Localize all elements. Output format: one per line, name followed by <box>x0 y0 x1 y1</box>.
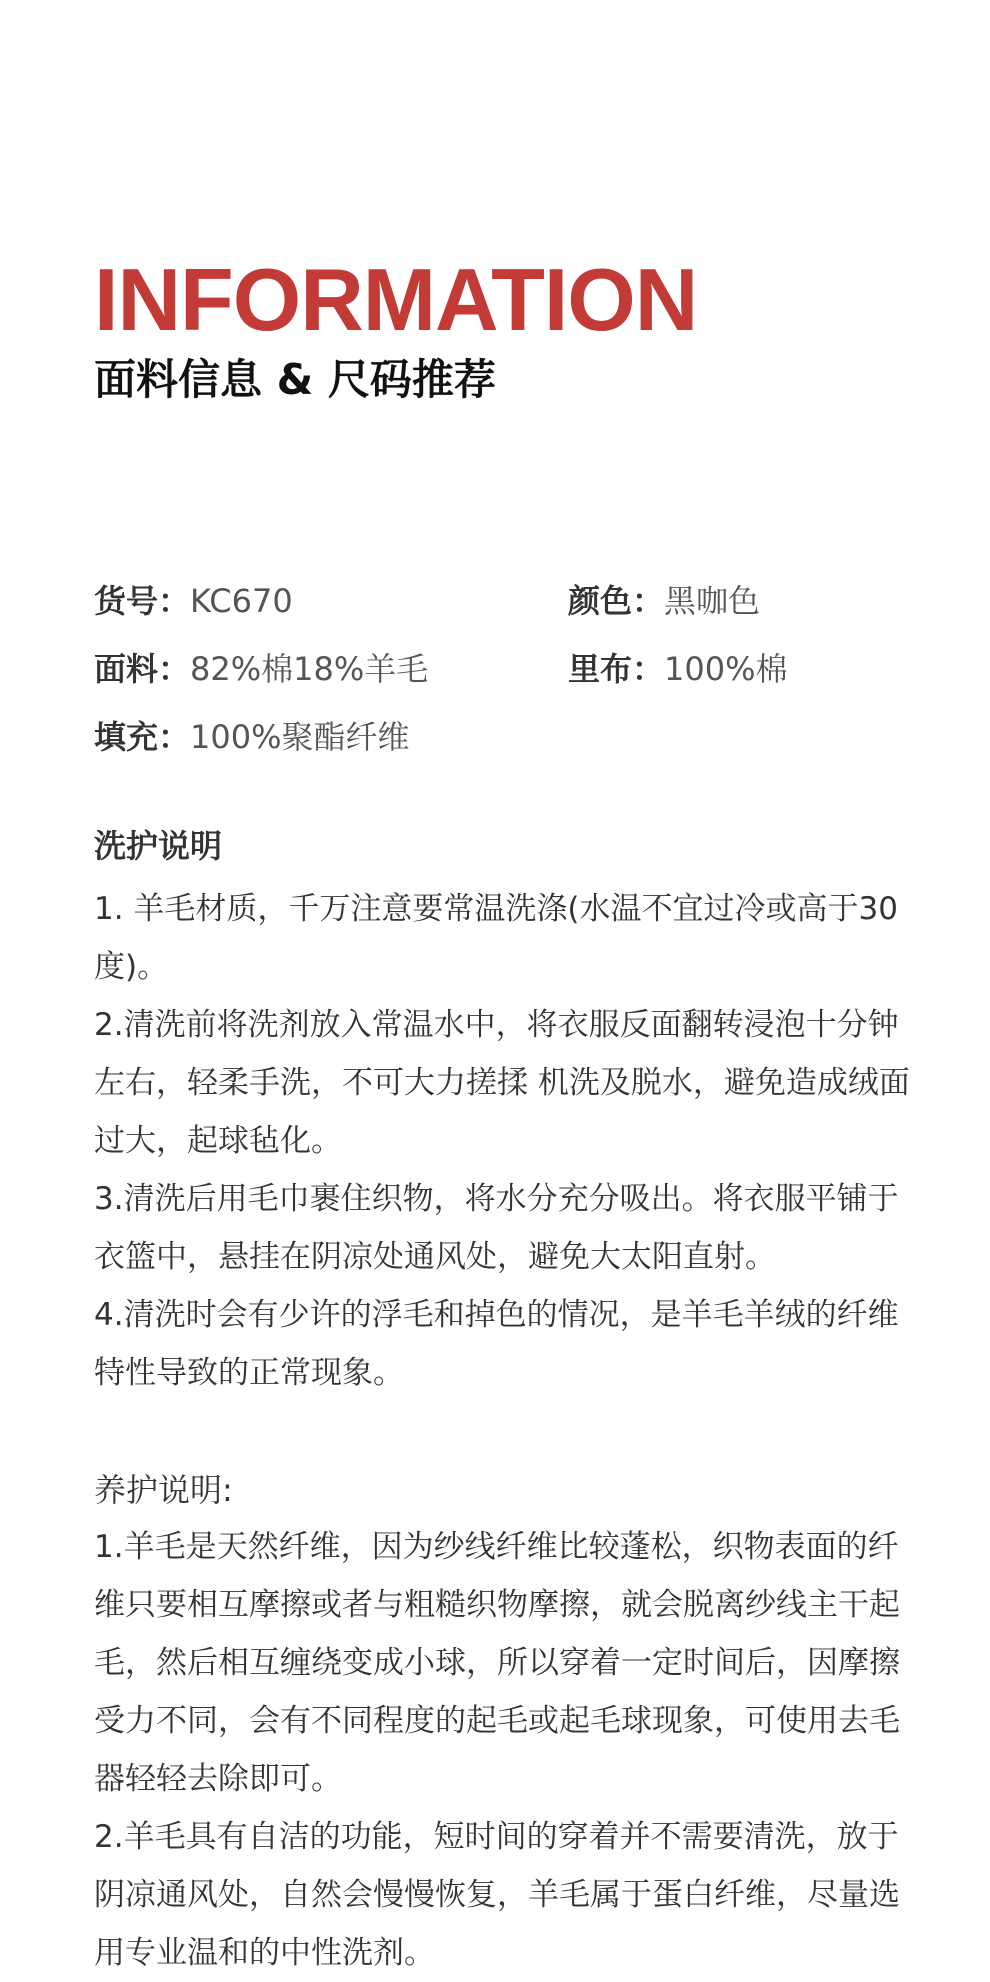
spec-value: 82%棉18%羊毛 <box>190 650 429 688</box>
spec-value: KC670 <box>190 582 293 620</box>
spec-row <box>94 635 914 703</box>
spec-label: 面料： <box>94 650 191 688</box>
maintenance-heading: 养护说明: <box>94 1471 233 1509</box>
spec-fabric <box>94 635 568 703</box>
title-chinese: 面料信息 & 尺码推荐 <box>94 355 496 404</box>
spec-label: 里布： <box>568 650 665 688</box>
washing-item: 4.清洗时会有少许的浮毛和掉色的情况，是羊毛羊绒的纤维特性导致的正常现象。 <box>94 1297 899 1391</box>
spec-label: 颜色： <box>568 582 665 620</box>
spec-table <box>94 567 914 771</box>
washing-heading: 洗护说明 <box>94 827 223 865</box>
washing-item: 2.清洗前将洗剂放入常温水中，将衣服反面翻转浸泡十分钟左右，轻柔手洗，不可大力搓揉 机洗及脱水，避免造成绒面过大，起球毡化。 <box>94 1007 910 1159</box>
spec-value: 黑咖色 <box>664 582 761 620</box>
spec-row <box>94 567 914 635</box>
spec-lining <box>568 635 788 703</box>
title-english: INFORMATION <box>94 250 698 349</box>
spec-value: 100%聚酯纤维 <box>190 718 410 756</box>
washing-item: 1. 羊毛材质，千万注意要常温洗涤(水温不宜过冷或高于30度)。 <box>94 891 898 985</box>
maintenance-item: 1.羊毛是天然纤维，因为纱线纤维比较蓬松，织物表面的纤维只要相互摩擦或者与粗糙织物摩擦，就会脱离纱线主干起毛，然后相互缠绕变成小球，所以穿着一定时间后，因摩擦受力不同，会有不同程度的起毛或起毛球现象，可使用去毛器轻轻去除即可。 <box>94 1529 900 1797</box>
washing-list <box>94 880 924 1402</box>
spec-color <box>568 567 760 635</box>
maintenance-list <box>94 1518 924 1982</box>
spec-filling <box>94 703 568 771</box>
spec-value: 100%棉 <box>664 650 788 688</box>
spec-row <box>94 703 914 771</box>
spec-item-no <box>94 567 568 635</box>
washing-item: 3.清洗后用毛巾裹住织物，将水分充分吸出。将衣服平铺于衣篮中，悬挂在阴凉处通风处，避免大太阳直射。 <box>94 1181 899 1275</box>
spec-label: 填充： <box>94 718 191 756</box>
maintenance-item: 2.羊毛具有自洁的功能，短时间的穿着并不需要清洗，放于阴凉通风处，自然会慢慢恢复，羊毛属于蛋白纤维，尽量选用专业温和的中性洗剂。 <box>94 1819 900 1971</box>
spec-label: 货号： <box>94 582 191 620</box>
